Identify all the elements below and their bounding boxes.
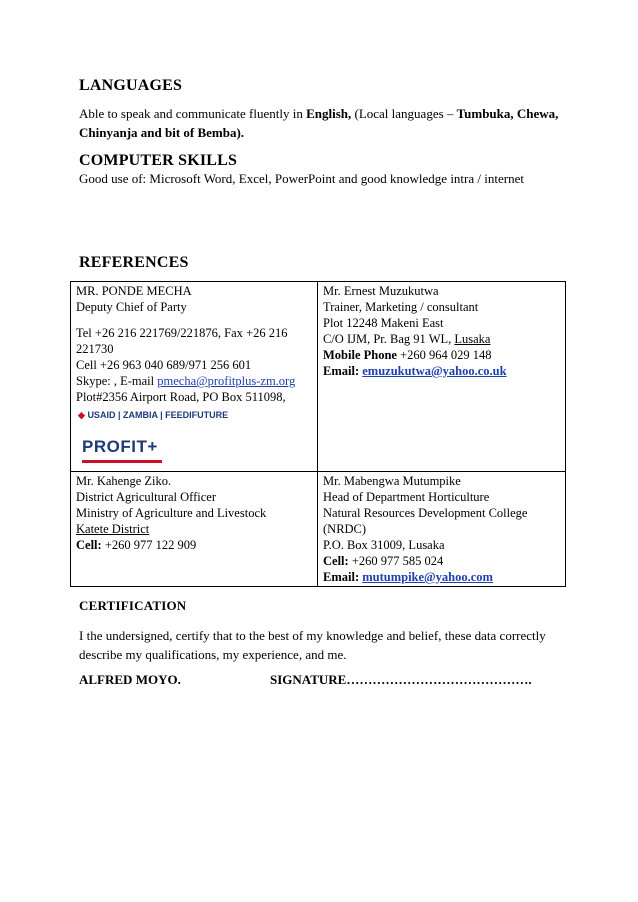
references-heading: REFERENCES: [79, 254, 189, 271]
ref4-college: Natural Resources Development College: [323, 506, 528, 520]
reference-cell-2: [318, 282, 566, 472]
languages-line1-mid: (Local languages –: [351, 106, 457, 121]
certification-line2: describe my qualifications, my experience, and me.: [79, 647, 347, 662]
ref1-address: Plot#2356 Airport Road, PO Box 511098,: [76, 390, 286, 404]
ref4-name: Mr. Mabengwa Mutumpike: [323, 474, 461, 488]
ref2-plot: Plot 12248 Makeni East: [323, 316, 444, 330]
ref2-phone-label: Mobile Phone: [323, 348, 397, 362]
ref1-skype: [76, 373, 312, 389]
certification-line1: I the undersigned, certify that to the best of my knowledge and belief, these data correctly: [79, 628, 546, 643]
ref2-title: Trainer, Marketing / consultant: [323, 300, 479, 314]
computer-skills-heading: COMPUTER SKILLS: [79, 152, 238, 169]
usaid-logo: ◆ USAID | ZAMBIA | FEEDIFUTURE: [78, 410, 229, 420]
reference-cell-4: [318, 472, 566, 587]
ref3-district: Katete District: [76, 522, 150, 536]
languages-heading: LANGUAGES: [79, 77, 183, 94]
ref4-title: Head of Department Horticulture: [323, 490, 490, 504]
ref4-email: [323, 569, 560, 585]
ref1-skype-label: Skype: , E-mail: [76, 374, 158, 388]
ref3-ministry: Ministry of Agriculture and Livestock: [76, 506, 267, 520]
applicant-name: ALFRED MOYO.: [79, 672, 181, 687]
ref2-email-label: Email:: [323, 364, 363, 378]
languages-local: Tumbuka, Chewa,: [456, 106, 559, 121]
references-table: [70, 281, 566, 587]
ref4-cell-label: Cell:: [323, 554, 349, 568]
ref2-email-link[interactable]: emuzukutwa@yahoo.co.uk: [362, 364, 507, 378]
computer-skills-text: Good use of: Microsoft Word, Excel, PowerPoint and good knowledge intra / internet: [79, 171, 524, 186]
languages-text: [79, 104, 559, 142]
ref1-tel2: 221730: [76, 342, 114, 356]
ref2-phone: [323, 347, 560, 363]
ref4-cell: [323, 553, 560, 569]
languages-english: English,: [306, 106, 352, 121]
ref2-phone-number: +260 964 029 148: [396, 348, 492, 362]
languages-line1-pre: Able to speak and communicate fluently in: [79, 106, 307, 121]
ref1-email-link[interactable]: pmecha@profitplus-zm.org: [157, 374, 296, 388]
ref4-box: P.O. Box 31009, Lusaka: [323, 538, 445, 552]
ref4-cell-number: +260 977 585 024: [348, 554, 444, 568]
ref2-name: Mr. Ernest Muzukutwa: [323, 284, 439, 298]
ref1-tel: Tel +26 216 221769/221876, Fax +26 216: [76, 326, 288, 340]
ref2-box-text: C/O IJM, Pr. Bag 91 WL,: [323, 332, 455, 346]
ref2-email: [323, 363, 560, 379]
profit-plus-logo: PROFIT+: [82, 437, 158, 456]
ref1-title: Deputy Chief of Party: [76, 300, 187, 314]
ref4-email-link[interactable]: mutumpike@yahoo.com: [362, 570, 493, 584]
ref3-cell: [76, 537, 312, 553]
signature-line: [79, 672, 579, 688]
usaid-logo-text: USAID | ZAMBIA | FEEDIFUTURE: [87, 410, 229, 420]
languages-local-2: Chinyanja and bit of Bemba).: [79, 125, 245, 140]
certification-heading: CERTIFICATION: [79, 598, 187, 613]
certification-text: [79, 626, 559, 664]
ref1-name: MR. PONDE MECHA: [76, 284, 192, 298]
ref3-title: District Agricultural Officer: [76, 490, 217, 504]
reference-cell-3: [71, 472, 318, 587]
ref1-logos: [76, 405, 312, 470]
ref1-cell: Cell +26 963 040 689/971 256 601: [76, 358, 252, 372]
ref2-lusaka-link[interactable]: Lusaka: [454, 332, 491, 346]
ref3-name: Mr. Kahenge Ziko.: [76, 474, 172, 488]
profit-plus-underline: [82, 460, 162, 463]
ref4-email-label: Email:: [323, 570, 363, 584]
ref4-abbr: (NRDC): [323, 522, 367, 536]
ref2-box: [323, 331, 560, 347]
ref3-cell-number: +260 977 122 909: [101, 538, 197, 552]
reference-cell-1: [71, 282, 318, 472]
ref3-cell-label: Cell:: [76, 538, 102, 552]
signature-field: SIGNATURE…………………………………….: [270, 672, 532, 687]
